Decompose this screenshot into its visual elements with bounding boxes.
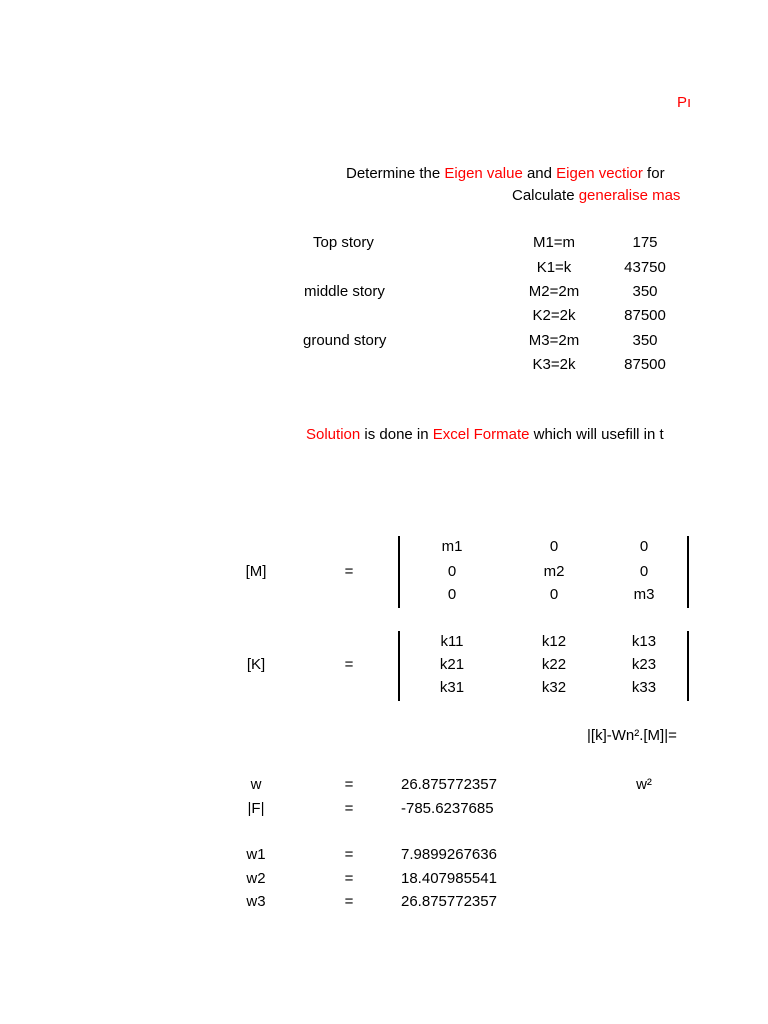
matrix-bracket-right (687, 536, 689, 608)
result-value: 18.407985541 (401, 870, 497, 887)
stiffness-value: 87500 (624, 356, 666, 373)
result-label: |F| (247, 800, 265, 817)
story-label: ground story (303, 332, 387, 349)
result-label: w (250, 776, 262, 793)
intro-line-2 (512, 187, 680, 205)
intro-line-1 (346, 165, 665, 183)
stiffness-matrix-equals: = (344, 656, 354, 673)
page-title: Pı (677, 94, 692, 111)
result-value: 7.9899267636 (401, 846, 497, 863)
matrix-cell: k13 (631, 633, 657, 650)
solution-text: which will usefill in t (529, 426, 664, 443)
matrix-cell: m2 (543, 563, 565, 580)
w-squared-label: w² (636, 776, 652, 793)
story-label: middle story (304, 283, 385, 300)
intro-highlight: Eigen vectior (556, 165, 643, 182)
characteristic-equation: |[k]-Wn².[M]|= (587, 727, 677, 744)
result-equals: = (344, 776, 354, 793)
matrix-cell: k32 (541, 679, 567, 696)
matrix-cell: 0 (447, 563, 457, 580)
mass-value: 350 (632, 283, 658, 300)
mass-matrix-equals: = (344, 563, 354, 580)
intro-highlight: generalise mas (578, 187, 681, 204)
stiffness-symbol: K2=2k (532, 307, 576, 324)
solution-highlight: Excel Formate (432, 426, 530, 443)
intro-text: Determine the (346, 165, 445, 182)
mass-symbol: M3=2m (528, 332, 580, 349)
solution-text: is done in (360, 426, 433, 443)
matrix-cell: 0 (549, 586, 559, 603)
matrix-cell: k23 (631, 656, 657, 673)
result-equals: = (344, 800, 354, 817)
matrix-cell: m3 (633, 586, 655, 603)
matrix-bracket-left (398, 536, 400, 608)
intro-text: and (522, 165, 557, 182)
stiffness-symbol: K1=k (536, 259, 572, 276)
matrix-cell: k33 (631, 679, 657, 696)
result-value: 26.875772357 (401, 893, 497, 910)
matrix-cell: k31 (439, 679, 465, 696)
mass-symbol: M2=2m (528, 283, 580, 300)
matrix-cell: m1 (441, 538, 463, 555)
matrix-bracket-left (398, 631, 400, 701)
intro-highlight: Eigen value (444, 165, 523, 182)
solution-note (306, 426, 664, 444)
result-label: w3 (246, 893, 266, 910)
result-value: 26.875772357 (401, 776, 497, 793)
intro-text: for (642, 165, 665, 182)
stiffness-symbol: K3=2k (532, 356, 576, 373)
mass-symbol: M1=m (532, 234, 576, 251)
mass-value: 350 (632, 332, 658, 349)
result-label: w1 (246, 846, 266, 863)
result-value: -785.6237685 (401, 800, 494, 817)
result-equals: = (344, 846, 354, 863)
matrix-cell: k22 (541, 656, 567, 673)
matrix-cell: 0 (639, 538, 649, 555)
mass-value: 175 (632, 234, 658, 251)
matrix-cell: k11 (440, 633, 464, 650)
matrix-cell: k21 (439, 656, 465, 673)
matrix-bracket-right (687, 631, 689, 701)
stiffness-value: 43750 (624, 259, 666, 276)
matrix-cell: k12 (541, 633, 567, 650)
intro-text: Calculate (512, 187, 579, 204)
matrix-cell: 0 (549, 538, 559, 555)
matrix-cell: 0 (447, 586, 457, 603)
stiffness-matrix-label: [K] (246, 656, 266, 673)
result-equals: = (344, 893, 354, 910)
matrix-cell: 0 (639, 563, 649, 580)
result-label: w2 (246, 870, 266, 887)
solution-highlight: Solution (306, 426, 361, 443)
story-label: Top story (313, 234, 374, 251)
mass-matrix-label: [M] (245, 563, 267, 580)
stiffness-value: 87500 (624, 307, 666, 324)
result-equals: = (344, 870, 354, 887)
